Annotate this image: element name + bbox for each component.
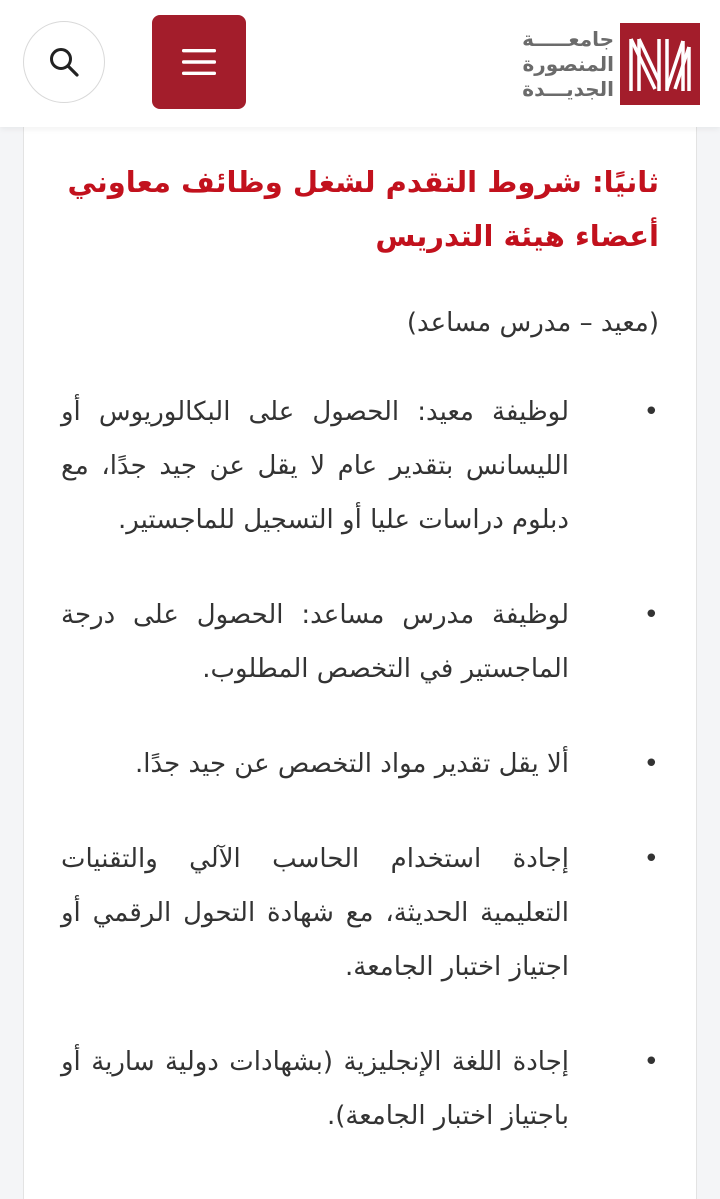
- university-logo[interactable]: [508, 20, 700, 108]
- logo-mark-icon: [620, 23, 700, 105]
- list-item: [61, 385, 659, 547]
- site-header: [0, 0, 720, 127]
- bullet: •: [643, 1047, 659, 1077]
- bullet: •: [643, 600, 659, 630]
- hamburger-icon: [182, 48, 216, 76]
- logo-line: الجديـــدة: [522, 76, 614, 101]
- section-subtitle: (معيد – مدرس مساعد): [406, 308, 659, 338]
- list-item-text: لوظيفة مدرس مساعد: الحصول على درجة الماجستير في التخصص المطلوب.: [61, 600, 569, 684]
- list-item: [61, 737, 659, 791]
- list-item: [61, 588, 659, 696]
- list-item-text: ألا يقل تقدير مواد التخصص عن جيد جدًا.: [134, 749, 569, 779]
- list-item-text: إجادة اللغة الإنجليزية (بشهادات دولية سارية أو باجتياز اختبار الجامعة).: [61, 1047, 569, 1131]
- section-title: ثانيًا: شروط التقدم لشغل وظائف معاوني أعضاء هيئة التدريس: [67, 165, 659, 253]
- article-content: [23, 127, 697, 1199]
- list-item-text: لوظيفة معيد: الحصول على البكالوريوس أو الليسانس بتقدير عام لا يقل عن جيد جدًا، مع دبلوم دراسات عليا أو التسجيل للماجستير.: [61, 397, 569, 535]
- bullet: •: [643, 844, 659, 874]
- list-item: [61, 832, 659, 994]
- bullet: •: [643, 749, 659, 779]
- list-item-text: إجادة استخدام الحاسب الآلي والتقنيات التعليمية الحديثة، مع شهادة التحول الرقمي أو اجتياز اختبار الجامعة.: [61, 844, 569, 982]
- search-icon: [47, 45, 81, 79]
- menu-button[interactable]: [152, 15, 246, 109]
- logo-line: المنصورة: [522, 51, 614, 76]
- search-button[interactable]: [23, 21, 105, 103]
- logo-text: [522, 27, 614, 102]
- list-item: [61, 1035, 659, 1143]
- bullet: •: [643, 397, 659, 427]
- logo-line: جامعـــــة: [522, 26, 614, 51]
